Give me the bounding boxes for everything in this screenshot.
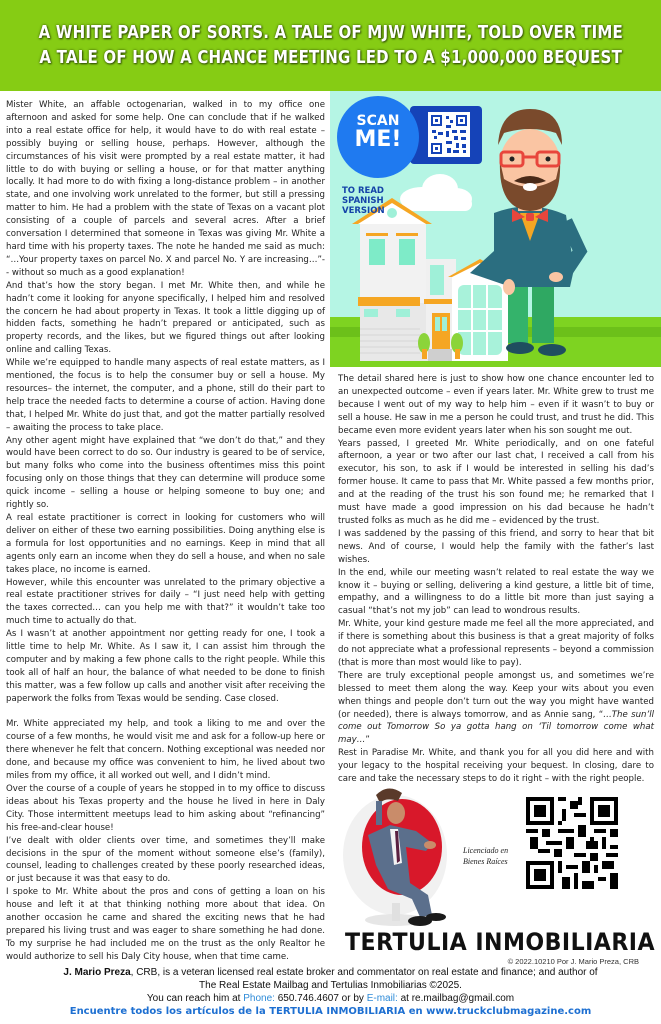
article-right-column: [338, 373, 654, 786]
paragraph: I was saddened by the passing of this friend, and sorry to hear that bit news. And of course, I would help the family with the father’s last wishes.: [338, 528, 654, 565]
spanish-version-qr-code[interactable]: [428, 112, 470, 157]
phone-number[interactable]: 650.746.4607 or by: [274, 993, 367, 1004]
licensed-realtor-caption: [463, 845, 508, 867]
author-bio: [0, 966, 661, 979]
headline-line-1: A WHITE PAPER OF SORTS. A TALE OF MJW WHITE, TOLD OVER TIME: [38, 22, 623, 43]
me-text: ME!: [354, 127, 402, 152]
website-qr-code[interactable]: [526, 797, 618, 889]
author-portrait: [340, 785, 460, 935]
licenciado-line: Licenciado en: [463, 846, 509, 855]
articles-website-link[interactable]: Encuentre todos los artículos de la TERTULIA INMOBILIARIA en www.truckclubmagazine.com: [69, 1006, 592, 1017]
tertulia-inmobiliaria-logo: TERTULIA INMOBILIARIA: [345, 928, 656, 956]
author-footer: [0, 966, 661, 1018]
author-books: The Real Estate Mailbag and Tertulias Inmobiliarias ©2025.: [199, 980, 462, 991]
paragraph: A real estate practitioner is correct in looking for customers who will deliver on either of these two earning possibilities. Doing anything else is a formula for lost opportunities and no earnings. Keep in mind that all agents only earn an income when they do sell a house, and when no sale takes place, no income is earned.: [6, 513, 325, 575]
headline-line-2: A TALE OF HOW A CHANCE MEETING LED TO A $1,000,000 BEQUEST: [39, 47, 622, 68]
to-read-spanish-label: [342, 186, 385, 216]
scan-text: SCAN: [356, 113, 400, 129]
paragraph: However, while this encounter was unrelated to the primary objective a real estate practitioner strives for daily – “I just need help with getting the taxes corrected… can you help me with that?” it wouldn’t take too much time to actually do that.: [6, 577, 325, 627]
paragraph: Mr. White appreciated my help, and took a liking to me and over the course of a few months, he would visit me and ask for a follow-up here or there whenever he felt that concern. Nothing exceptional was needed nor done, and because my office was convenient to him, he lived about two miles from my office, it all worked out well, and I didn’t mind.: [6, 719, 325, 782]
to-read-line: SPANISH: [342, 196, 384, 206]
paragraph: Mr. White, your kind gesture made me feel all the more appreciated, and if there is something about this business is that a great majority of folks do not appreciate what a professional represents – beyond a commission (that is more than most would like to pay).: [338, 619, 654, 668]
email-address[interactable]: at re.mailbag@gmail.com: [397, 993, 515, 1004]
phone-label: Phone:: [243, 993, 275, 1004]
annie-text: There are truly exceptional people amongst us, and sometimes we’re blessed to meet them along the way. Keep your wits about you even when things and people don’t turn out the way you might have wanted (or needed), there is always tomorrow, and as Annie sang, “: [338, 670, 654, 720]
paragraph: Mister White, an affable octogenarian, walked in to my office one afternoon and asked for some help. One can conclude that if he walked into a real estate office for help, it would have to do with real estate – possibly buying or selling house, perhaps. However, although the circumstances of his visit were prompted by a real estate matter, it had little to do with buying or selling a house, or for that matter anything locally. It had more to do with fixing a long-distance problem – in another state, and one involving work unrelated to the former, but still a pressing matter to him. He had a problem with the state of Texas on a vacant plot consisting of a couple of parcels and several acres. After a brief conversation I determined that someone in Texas was giving Mr. White a hard time with his property taxes. The note he handed me said as much: “…Your property taxes on parcel No. X and parcel No. Y are increasing…”-- without so much as a good explanation!: [6, 100, 325, 278]
annie-song-quote: …The sun’ll come out Tomorrow So ya gotta hang on ‘Til tomorrow come what may…: [338, 709, 654, 746]
email-label: E-mail:: [366, 993, 398, 1004]
article-left-column: [6, 99, 325, 964]
paragraph-annie-quote: [338, 670, 654, 747]
headline-banner: [0, 0, 661, 91]
qr-code-icon: [428, 112, 470, 157]
annie-quote-close: ”: [365, 735, 370, 746]
scan-me-illustration: [330, 91, 661, 367]
paragraph-closing: Rest in Paradise Mr. White, and thank you for all you did here and with your legacy to the hospital receiving your bequest. In closing, dare to care and take the necessary steps to do it right – with the right people.: [338, 748, 654, 785]
contact-prefix: You can reach him at: [146, 993, 244, 1004]
licenciado-line: Bienes Raíces: [463, 857, 508, 866]
qr-code-icon: [526, 797, 618, 889]
author-bio-text: , CRB, is a veteran licensed real estate broker and commentator on real estate and finance; and author of: [130, 967, 598, 978]
paragraph: In the end, while our meeting wasn’t related to real estate the way we know it – buying or selling, delivering a kind gesture, a little bit of time, empathy, and a willingness to do a little bit more than just saying a casual “that’s not my job” can lead to wondrous results.: [338, 567, 654, 617]
paragraph: Years passed, I greeted Mr. White periodically, and on one fateful afternoon, a year or two after our last chat, I received a call from his executor, his son, to ask if I would be interested in selling his dad’s former house. It came to pass that Mr. White passed a few months prior, and at the reading of the trust his son found me; he remarked that I must have made a good impression on his dad because he hadn’t trusted folks as much as he did me – evidenced by the trust.: [338, 438, 654, 526]
paragraph: And that’s how the story began. I met Mr. White then, and while he hadn’t come it looking for anyone specifically, I helped him and resolved the concern he had about property in Texas. It took a little digging up of hidden facts, something he hadn’t prepared or anticipated, such as property records, and the likes, but we figured things out after looking online and calling Texas.: [6, 280, 325, 356]
paragraph: Over the course of a couple of years he stopped in to my office to discuss ideas about his Texas property and the house he lived in here in Daly City. Those intermittent meetups lead to him asking about “refinancing” his free-and-clear house!: [6, 784, 325, 833]
paragraph: The detail shared here is just to show how one chance encounter led to an unexpected outcome – even if years later. Mr. White grew to trust me because I went out of my way to help him – even if it wasn’t to buy or sell a house. He saw in me a person he could trust, and trust he did. This became even more evident years later when his son sought me out.: [338, 374, 654, 436]
house-icon: [352, 198, 512, 361]
contact-line: [0, 992, 661, 1005]
paragraph: Any other agent might have explained that “we don’t do that,” and they would have been correct to do so. Our industry is geared to be of service, but many folks who come into the business oftentimes miss this point focusing only on those things that they can determine will produce some quick income – selling a house or helping someone to buy one; and rightly so.: [6, 435, 325, 511]
paragraph: I spoke to Mr. White about the pros and cons of getting a loan on his house and left it at that thinking nothing more about that idea. On another occasion he came and shared the exciting news that he had prepared his living trust and was eager to share something he had done. To my surprise he had included me on the trust as the only Realtor he would authorize to sell his Daly City house, when that time came.: [6, 887, 325, 962]
paragraph: While we’re equipped to handle many aspects of real estate matters, as I mentioned, the focus is to help the consumer buy or sell a house. My resources– the internet, the computer, and a phone, still do their part to help trace the needed facts to determine a course of action. Having done that, I helped Mr. White do just that, and got the matter partially resolved – awaiting the process to take place.: [6, 358, 325, 433]
egg-chair-photo: [340, 785, 460, 935]
cloud-icon: [400, 174, 472, 211]
paragraph: I’ve dealt with older clients over time, and sometimes they’ll make decisions in the spur of the moment without someone else’s (family), counsel, leading to challenges created by these poorly researched ideas, or just because it was that easy to do.: [6, 835, 325, 885]
author-name: J. Mario Preza: [63, 967, 131, 978]
to-read-line: TO READ: [342, 186, 384, 196]
scan-me-badge: [337, 96, 419, 178]
paragraph: As I wasn’t at another appointment nor getting ready for one, I took a little time to help Mr. White. As I saw it, I can assist him through the computer and by making a few phone calls to the right people. While this took all of half an hour, the balance of what needed to be done to finish this matter, was a few follow up calls and another visit after receiving the paperwork the folks from Texas would be sending. Case closed.: [6, 629, 325, 704]
copyright-notice: © 2022.10210 Por J. Mario Preza, CRB: [507, 957, 639, 966]
to-read-line: VERSION: [342, 206, 385, 216]
